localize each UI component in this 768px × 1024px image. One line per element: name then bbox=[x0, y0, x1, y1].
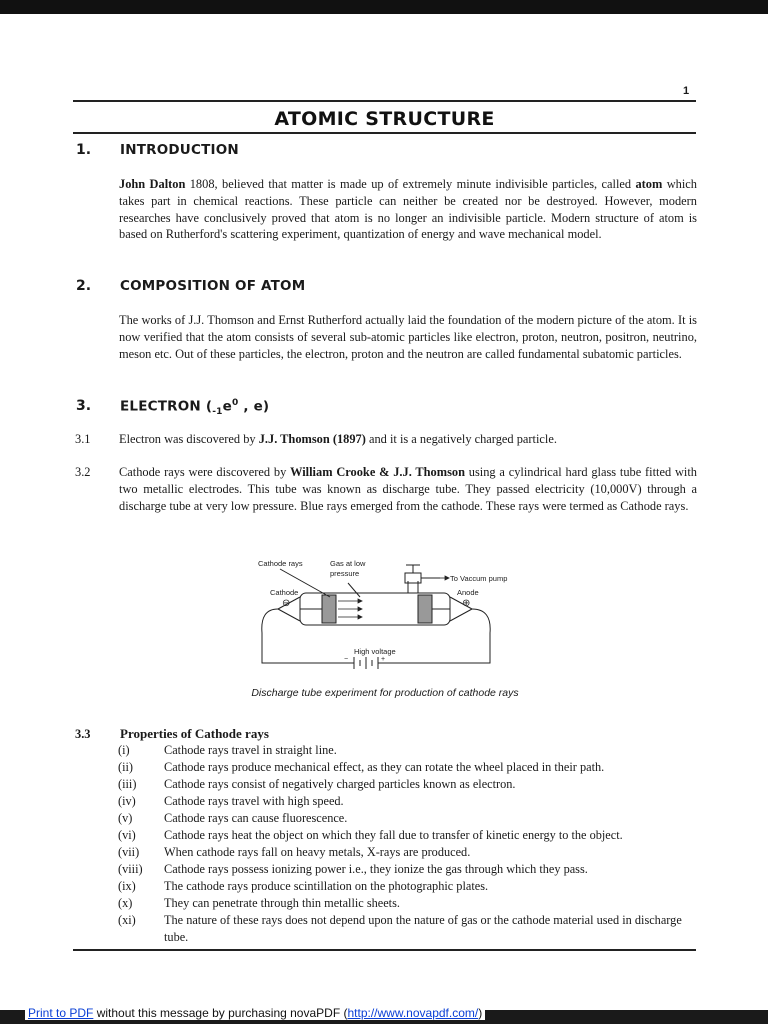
battery-minus: − bbox=[344, 656, 349, 663]
discharge-tube-diagram bbox=[240, 553, 540, 683]
heading-electron-text: ELECTRON ( bbox=[120, 398, 213, 415]
property-text: Cathode rays can cause fluorescence. bbox=[164, 811, 348, 825]
anode-plus-symbol: ⊕ bbox=[462, 598, 471, 609]
property-item bbox=[118, 861, 698, 878]
property-item bbox=[118, 810, 698, 827]
property-text: Cathode rays heat the object on which they fall due to transfer of kinetic energy to the object. bbox=[164, 828, 623, 842]
property-item bbox=[118, 759, 698, 776]
para-3-1-post: and it is a negatively charged particle. bbox=[365, 432, 557, 446]
label-cathode: Cathode bbox=[270, 588, 299, 597]
header-rule-bottom bbox=[73, 132, 696, 134]
property-numeral: (viii) bbox=[118, 862, 143, 876]
para-3-2-number: 3.2 bbox=[75, 465, 91, 479]
para-3-1 bbox=[119, 431, 697, 448]
header-rule-top bbox=[73, 100, 696, 102]
property-numeral: (v) bbox=[118, 811, 133, 825]
property-item bbox=[118, 793, 698, 810]
property-item bbox=[118, 895, 698, 912]
section-1-paragraph bbox=[119, 176, 697, 243]
cathode-minus-symbol: ⊖ bbox=[282, 598, 291, 609]
label-anode: Anode bbox=[457, 588, 479, 597]
property-numeral: (ii) bbox=[118, 760, 134, 774]
property-item bbox=[118, 776, 698, 793]
property-numeral: (vi) bbox=[118, 828, 136, 842]
property-text: Cathode rays consist of negatively charged particles known as electron. bbox=[164, 777, 516, 791]
property-text: Cathode rays travel with high speed. bbox=[164, 794, 344, 808]
properties-heading: Properties of Cathode rays bbox=[120, 726, 269, 741]
dalton-name: John Dalton bbox=[119, 177, 186, 191]
footer-text: without this message by purchasing novaPDF ( bbox=[93, 1006, 348, 1020]
section-1-number: 1. bbox=[76, 142, 92, 158]
property-text: Cathode rays possess ionizing power i.e., they ionize the gas through which they pass. bbox=[164, 862, 588, 876]
battery-plus: + bbox=[381, 656, 386, 663]
section-3-number: 3. bbox=[76, 398, 92, 414]
section-1-text-b: which takes part in chemical reactions. These particle can neither be created nor be destroyed. However, modern researches have conclusively proved that atom is no longer an indivisible particle. Modern structure of atom is based on Rutherford's scattering experiment, quantization of energy and wave mechanical model. bbox=[119, 177, 697, 242]
page-number: 1 bbox=[683, 85, 690, 97]
para-3-2-post: using a cylindrical hard glass tube fitted with two metallic electrodes. This tube was known as discharge tube. They passed electricity (10,000V) through a discharge tube at very low pressure. Blue rays emerged from the cathode. These rays were termed as Cathode rays. bbox=[119, 465, 697, 513]
heading-superscript: 0 bbox=[231, 398, 239, 408]
property-numeral: (ix) bbox=[118, 879, 136, 893]
property-item bbox=[118, 912, 698, 946]
print-to-pdf-link[interactable]: Print to PDF bbox=[28, 1006, 94, 1020]
property-text: The cathode rays produce scintillation on the photographic plates. bbox=[164, 879, 489, 893]
property-item bbox=[118, 878, 698, 895]
property-item bbox=[118, 844, 698, 861]
properties-list bbox=[118, 742, 698, 946]
label-gas-line1: Gas at low bbox=[330, 559, 366, 568]
property-item bbox=[118, 742, 698, 759]
page-title: ATOMIC STRUCTURE bbox=[274, 108, 495, 130]
heading-e: e bbox=[222, 398, 232, 415]
property-text: When cathode rays fall on heavy metals, X-rays are produced. bbox=[164, 845, 471, 859]
crooke-thomson-names: William Crooke & J.J. Thomson bbox=[290, 465, 465, 479]
section-3-heading bbox=[120, 398, 269, 417]
thomson-name: J.J. Thomson (1897) bbox=[258, 432, 366, 446]
para-3-1-pre: Electron was discovered by bbox=[119, 432, 259, 446]
section-2-paragraph: The works of J.J. Thomson and Ernst Rutherford actually laid the foundation of the modern picture of the atom. It is now verified that the atom consists of several sub-atomic particles like electron, proton, neutron, positron, neutrino, meson etc. Out of these particles, the electron, proton and the neutron are called fundamental subatomic particles. bbox=[119, 313, 697, 361]
section-2-number: 2. bbox=[76, 278, 92, 294]
novapdf-url-link[interactable]: http://www.novapdf.com/ bbox=[347, 1006, 479, 1020]
footer-tail: ) bbox=[478, 1006, 483, 1020]
property-numeral: (iv) bbox=[118, 794, 136, 808]
figure-caption: Discharge tube experiment for production of cathode rays bbox=[251, 687, 519, 699]
property-numeral: (x) bbox=[118, 896, 133, 910]
property-numeral: (xi) bbox=[118, 913, 136, 927]
para-3-2 bbox=[119, 464, 697, 514]
novapdf-footer bbox=[25, 1006, 485, 1020]
label-high-voltage: High voltage bbox=[354, 647, 396, 656]
property-text: They can penetrate through thin metallic sheets. bbox=[164, 896, 400, 910]
para-3-2-pre: Cathode rays were discovered by bbox=[119, 465, 291, 479]
heading-subscript: -1 bbox=[212, 407, 223, 418]
label-cathode-rays: Cathode rays bbox=[258, 559, 303, 568]
property-text: Cathode rays travel in straight line. bbox=[164, 743, 337, 757]
bottom-rule bbox=[73, 949, 696, 951]
heading-tail: , e) bbox=[238, 398, 270, 415]
property-text: The nature of these rays does not depend upon the nature of gas or the cathode material used in discharge tube. bbox=[164, 913, 682, 944]
property-numeral: (vii) bbox=[118, 845, 140, 859]
label-vacuum-pump: To Vaccum pump bbox=[450, 574, 508, 583]
para-3-1-number: 3.1 bbox=[75, 432, 91, 446]
property-numeral: (i) bbox=[118, 743, 130, 757]
section-1-text-a: 1808, believed that matter is made up of extremely minute indivisible particles, called bbox=[185, 177, 636, 191]
atom-term: atom bbox=[635, 177, 663, 191]
label-gas-line2: pressure bbox=[330, 569, 360, 578]
property-numeral: (iii) bbox=[118, 777, 137, 791]
section-1-heading: INTRODUCTION bbox=[120, 142, 239, 158]
property-text: Cathode rays produce mechanical effect, as they can rotate the wheel placed in their path. bbox=[164, 760, 605, 774]
para-3-3-number: 3.3 bbox=[75, 727, 91, 741]
section-2-heading: COMPOSITION OF ATOM bbox=[120, 278, 306, 294]
top-edge-bar bbox=[0, 0, 768, 14]
property-item bbox=[118, 827, 698, 844]
